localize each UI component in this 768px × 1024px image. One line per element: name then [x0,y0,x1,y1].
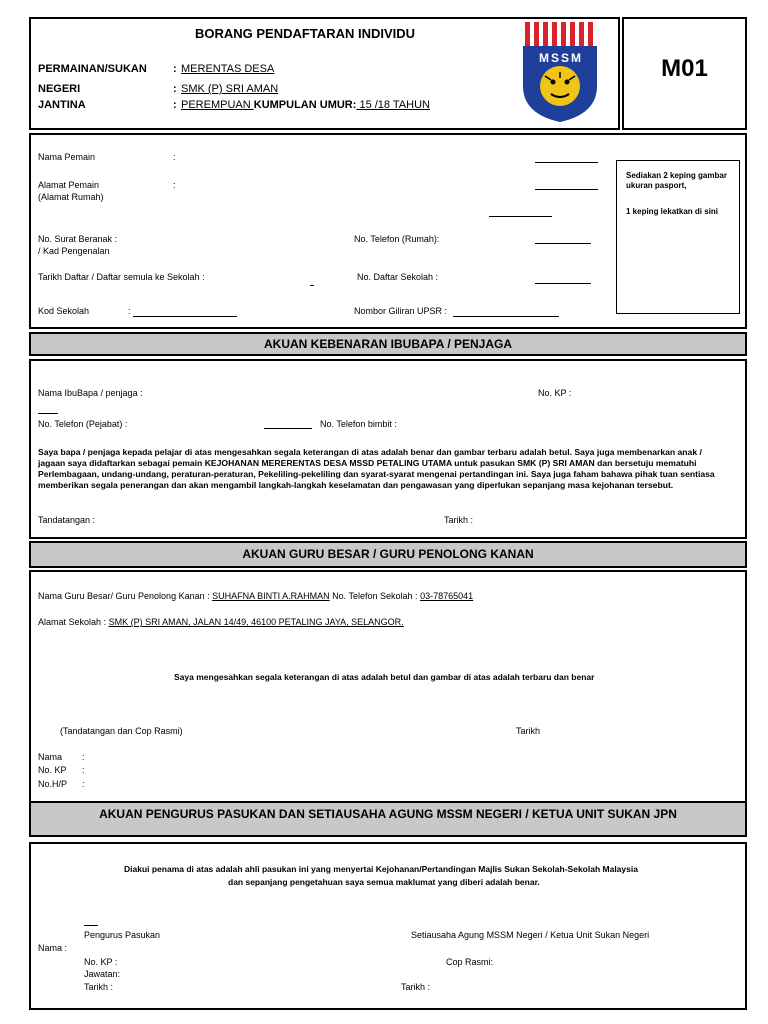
state-value: SMK (P) SRI AMAN [181,83,279,95]
office-phone-mark [38,413,58,414]
player-address-colon: : [173,180,176,190]
school-address-row [38,617,404,627]
home-phone-label: No. Telefon (Rumah): [354,234,440,244]
principal-hp-colon: : [82,779,85,789]
photo-note-2: ukuran pasport, [626,181,687,190]
parent-declaration-line-3: Perlembagaan, undang-undang, peraturan-peraturan, Pekeliling-pekeliling dan syarat-syarat mengenai pertandingan ini. Saya juga faham bahawa pihak tuan sentiasa [38,469,715,479]
office-phone-label: No. Telefon (Pejabat) : [38,419,128,429]
mssm-logo [521,20,601,124]
parent-declaration [38,447,740,491]
secretary-label: Setiausaha Agung MSSM Negeri / Ketua Unit Sukan Negeri [411,930,650,940]
principal-date-label: Tarikh [516,726,541,736]
form-code: M01 [661,55,708,82]
player-address-label: Alamat Pemain [38,180,100,190]
office-phone-line[interactable] [264,428,312,429]
school-code-line[interactable] [133,316,237,317]
manager-section-title: AKUAN PENGURUS PASUKAN DAN SETIAUSAHA AGUNG MSSM NEGERI / KETUA UNIT SUKAN JPN [29,801,747,837]
parent-signature-label: Tandatangan : [38,515,96,525]
principal-ic-field: No. KP [38,765,67,775]
principal-name-row [38,591,473,601]
logo-text: MSSM [539,51,583,65]
manager-label: Pengurus Pasukan [84,930,161,940]
stamp-label: Cop Rasmi: [446,957,494,967]
sport-colon: : [173,63,177,75]
player-address-sub: (Alamat Rumah) [38,192,104,202]
manager-date-label: Tarikh : [84,982,114,992]
photo-note-1: Sediakan 2 keping gambar [626,171,727,180]
parent-declaration-line-1: Saya bapa / penjaga kepada pelajar di atas mengesahkan segala keterangan di atas adalah benar dan gambar terbaru adalah betul. Saya juga membenarkan anak / [38,447,702,457]
age-group-label: KUMPULAN UMUR: [253,99,357,111]
principal-name-colon: : [82,752,85,762]
principal-declaration: Saya mengesahkan segala keterangan di atas adalah betul dan gambar di atas adalah terbaru dan benar [174,672,595,682]
principal-hp-field: No.H/P [38,779,68,789]
principal-section-box [29,570,747,808]
parent-date-label: Tarikh : [444,515,474,525]
mobile-label: No. Telefon bimbit : [320,419,397,429]
parent-name-label: Nama IbuBapa / penjaga : [38,388,143,398]
logo-stripes [525,22,593,46]
principal-name-value: SUHAFNA BINTI A.RAHMAN [212,591,330,601]
school-code-colon: : [128,306,131,316]
home-phone-line[interactable] [535,243,591,244]
principal-name-field: Nama [38,752,63,762]
birth-cert-label: No. Surat Beranak : [38,234,118,244]
gender-row [181,99,430,111]
player-name-colon: : [173,152,176,162]
gender-label: JANTINA [38,99,86,111]
sport-value: MERENTAS DESA [181,63,275,75]
manager-name-label: Nama : [38,943,68,953]
manager-declaration-2: dan sepanjang pengetahuan saya semua maklumat yang diberi adalah benar. [228,877,540,887]
state-label: NEGERI [38,83,81,95]
manager-position-label: Jawatan: [84,969,121,979]
school-address-value: SMK (P) SRI AMAN, JALAN 14/49, 46100 PETALING JAYA, SELANGOR. [108,617,404,627]
birth-cert-sub: / Kad Pengenalan [38,246,110,256]
upsr-label: Nombor Giliran UPSR : [354,306,448,316]
parent-declaration-line-4: memberikan segala penerangan dan akan mengambil langkah-langkah keselamatan dan pengawasan yang diperlukan sepanjang masa kejohanan tersebut. [38,480,674,490]
manager-ic-label: No. KP : [84,957,118,967]
upsr-line[interactable] [453,316,559,317]
register-date-line[interactable] [310,285,314,286]
school-reg-line[interactable] [535,283,591,284]
player-name-line[interactable] [535,162,598,163]
photo-note-3: 1 keping lekatkan di sini [626,207,719,216]
parent-declaration-line-2: jagaan saya didaftarkan sebagai pemain KEJOHANAN MERERENTAS DESA MSSD PETALING UTAMA untuk pasukan SMK (P) SRI AMAN dan bersetuju mematuhi [38,458,697,468]
player-address-line-2[interactable] [489,216,552,217]
principal-ic-colon: : [82,765,85,775]
principal-name-label: Nama Guru Besar/ Guru Penolong Kanan : [38,591,210,601]
school-reg-label: No. Daftar Sekolah : [357,272,439,282]
school-phone-label: No. Telefon Sekolah : [332,591,418,601]
school-code-label: Kod Sekolah [38,306,90,316]
player-address-line-1[interactable] [535,189,598,190]
age-group-value: 15 /18 TAHUN [356,99,430,111]
secretary-date-label: Tarikh : [401,982,431,992]
parent-ic-label: No. KP : [538,388,572,398]
school-phone-value: 03-78765041 [420,591,474,601]
player-name-label: Nama Pemain [38,152,96,162]
school-address-label: Alamat Sekolah : [38,617,107,627]
manager-signature-mark [84,925,98,926]
sport-label: PERMAINAN/SUKAN [38,63,147,75]
manager-declaration-1: Diakui penama di atas adalah ahli pasukan ini yang menyertai Kejohanan/Pertandingan Majlis Sukan Sekolah-Sekolah Malaysia [124,864,638,874]
parent-section-title: AKUAN KEBENARAN IBUBAPA / PENJAGA [29,332,747,356]
principal-section-title: AKUAN GURU BESAR / GURU PENOLONG KANAN [29,541,747,568]
principal-signature-label: (Tandatangan dan Cop Rasmi) [60,726,183,736]
gender-value: PEREMPUAN [181,99,254,111]
register-date-label: Tarikh Daftar / Daftar semula ke Sekolah : [38,272,205,282]
state-colon: : [173,83,177,95]
form-title: BORANG PENDAFTARAN INDIVIDU [195,26,416,41]
gender-colon: : [173,99,177,111]
